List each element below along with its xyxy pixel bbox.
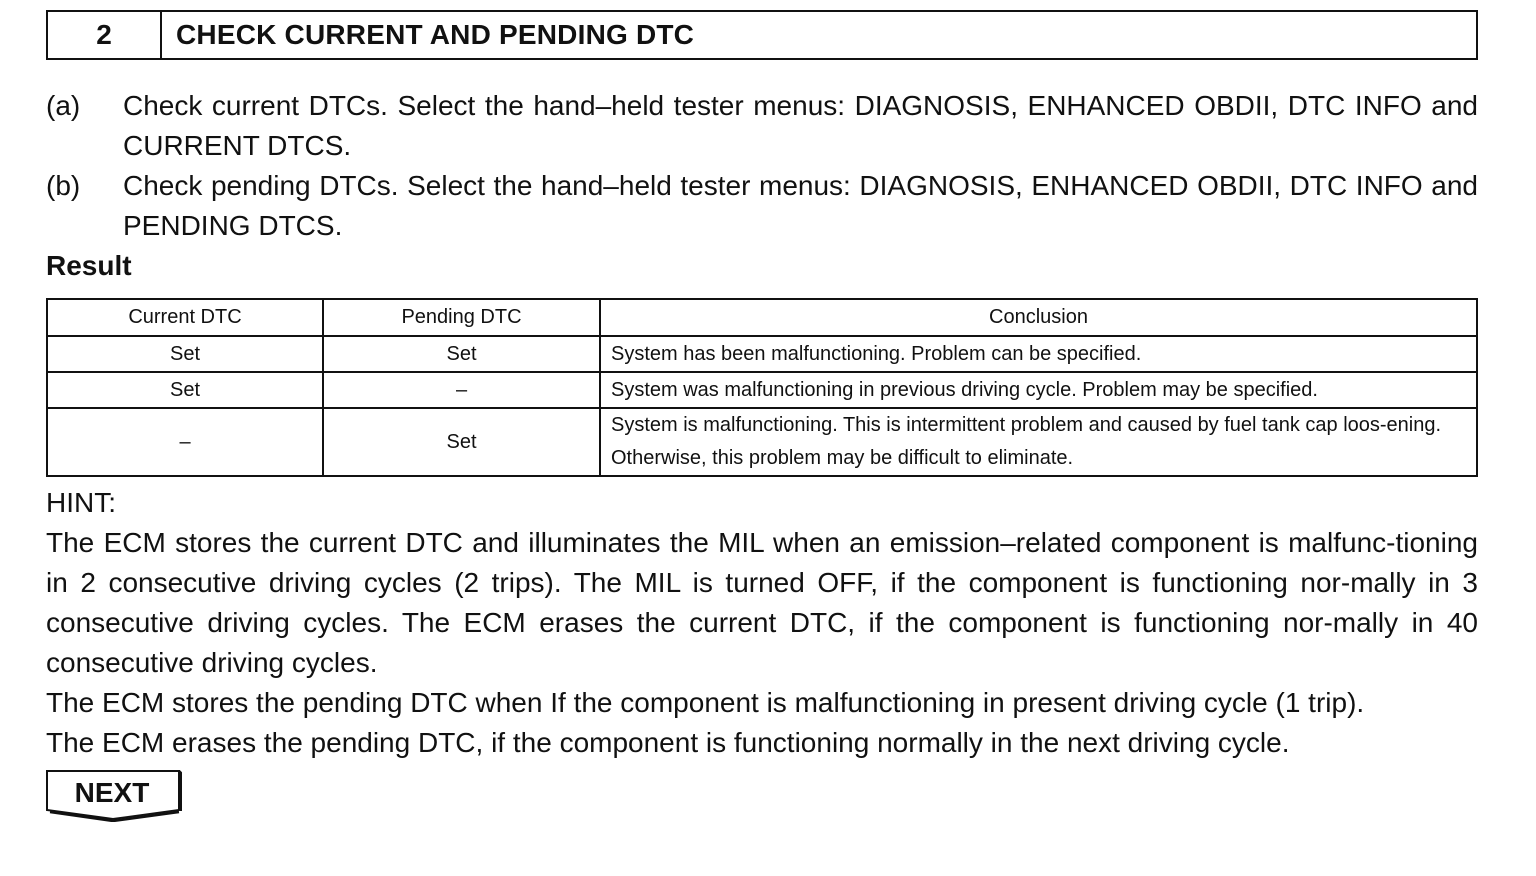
- header-pending-dtc: Pending DTC: [323, 299, 600, 336]
- header-current-dtc: Current DTC: [47, 299, 323, 336]
- hint-paragraph: The ECM erases the pending DTC, if the component is functioning normally in the next driving cycle.: [46, 727, 1290, 758]
- cell-pending-dtc: Set: [323, 408, 600, 476]
- item-text: Check current DTCs. Select the hand–held tester menus: DIAGNOSIS, ENHANCED OBDII, DTC INFO and CURRENT DTCS.: [123, 90, 1478, 161]
- cell-current-dtc: Set: [47, 372, 323, 408]
- cell-pending-dtc: Set: [323, 336, 600, 372]
- cell-conclusion: System has been malfunctioning. Problem can be specified.: [600, 336, 1477, 372]
- item-letter: (a): [46, 90, 81, 121]
- procedure-item-b: [46, 166, 1478, 246]
- hint-paragraph: The ECM stores the current DTC and illuminates the MIL when an emission–related component is malfunc-tioning in 2 consecutive driving cycles (2 trips). The MIL is turned OFF, if the component is functioning nor-mally in 3 consecutive driving cycles. The ECM erases the current DTC, if the component is functioning nor-mally in 40 consecutive driving cycles.: [46, 527, 1478, 678]
- table-row: [47, 372, 1477, 408]
- result-table: [46, 298, 1478, 477]
- item-text: Check pending DTCs. Select the hand–held tester menus: DIAGNOSIS, ENHANCED OBDII, DTC INFO and PENDING DTCS.: [123, 170, 1478, 241]
- hint-label: HINT:: [46, 487, 116, 518]
- cell-conclusion: System was malfunctioning in previous driving cycle. Problem may be specified.: [600, 372, 1477, 408]
- next-button[interactable]: [46, 770, 182, 822]
- step-header: [46, 10, 1478, 60]
- hint-section: [46, 483, 1478, 763]
- cell-pending-dtc: –: [323, 372, 600, 408]
- procedure-items: [46, 86, 1478, 246]
- cell-current-dtc: –: [47, 408, 323, 476]
- step-number: 2: [48, 12, 162, 58]
- table-header-row: [47, 299, 1477, 336]
- cell-conclusion: System is malfunctioning. This is intermittent problem and caused by fuel tank cap loos-ening. Otherwise, this problem may be difficult to eliminate.: [600, 408, 1477, 476]
- step-title: CHECK CURRENT AND PENDING DTC: [176, 19, 695, 50]
- result-label: Result: [46, 250, 132, 281]
- table-row: [47, 408, 1477, 476]
- hint-paragraph: The ECM stores the pending DTC when If the component is malfunctioning in present driving cycle (1 trip).: [46, 687, 1365, 718]
- procedure-item-a: [46, 86, 1478, 166]
- document-page: [46, 10, 1478, 808]
- table-row: [47, 336, 1477, 372]
- cell-current-dtc: Set: [47, 336, 323, 372]
- next-label: NEXT: [74, 777, 150, 808]
- header-conclusion: Conclusion: [600, 299, 1477, 336]
- item-letter: (b): [46, 170, 81, 201]
